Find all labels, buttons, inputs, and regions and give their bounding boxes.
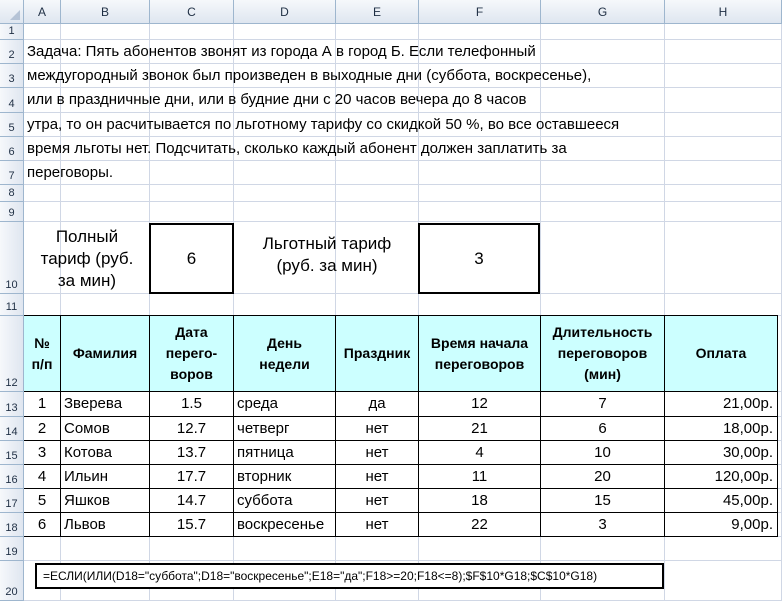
row-header-13[interactable]: 13: [0, 392, 24, 417]
formula-display-box[interactable]: =ЕСЛИ(ИЛИ(D18="суббота";D18="воскресенье";E18="да";F18>=20;F18<=8);$F$10*G18;$C$10*G18): [35, 563, 664, 589]
row-header-7[interactable]: 7: [0, 161, 24, 185]
table-header-line: (мин): [584, 366, 621, 382]
column-header-e[interactable]: E: [336, 0, 419, 24]
table-header-cell: [24, 316, 61, 392]
table-header-line: недели: [259, 355, 310, 372]
table-cell[interactable]: 4: [24, 465, 61, 489]
table-header-line: Праздник: [343, 345, 411, 361]
row-header-16[interactable]: 16: [0, 465, 24, 489]
table-cell[interactable]: среда: [234, 392, 336, 417]
table-cell[interactable]: Сомов: [61, 417, 150, 441]
table-cell[interactable]: 12: [419, 392, 541, 417]
table-cell[interactable]: воскресенье: [234, 513, 336, 537]
row-header-17[interactable]: 17: [0, 489, 24, 513]
table-header-text: [696, 343, 747, 364]
column-header-h[interactable]: H: [665, 0, 782, 24]
table-cell[interactable]: 15: [541, 489, 665, 513]
table-cell[interactable]: 12.7: [150, 417, 234, 441]
table-cell[interactable]: Зверева: [61, 392, 150, 417]
table-header-cell: [665, 316, 778, 392]
table-header-line: Фамилия: [72, 345, 138, 361]
table-cell[interactable]: 15.7: [150, 513, 234, 537]
row-header-12[interactable]: 12: [0, 316, 24, 392]
table-cell[interactable]: 17.7: [150, 465, 234, 489]
table-cell[interactable]: 7: [541, 392, 665, 417]
table-cell[interactable]: 4: [419, 441, 541, 465]
table-header-line: №: [34, 334, 50, 351]
table-cell[interactable]: 20: [541, 465, 665, 489]
row-header-11[interactable]: 11: [0, 294, 24, 316]
row-header-8[interactable]: 8: [0, 185, 24, 202]
table-header-line: Время начала: [430, 334, 529, 351]
row-header-4[interactable]: 4: [0, 88, 24, 113]
full-tariff-value-cell[interactable]: 6: [149, 223, 234, 294]
table-header-line: День: [266, 334, 302, 351]
table-cell[interactable]: 13.7: [150, 441, 234, 465]
table-header-text: [431, 333, 528, 375]
row-header-18[interactable]: 18: [0, 513, 24, 537]
table-cell[interactable]: 10: [541, 441, 665, 465]
table-cell[interactable]: Львов: [61, 513, 150, 537]
full-tariff-label: [26, 226, 148, 292]
task-text-line: время льготы нет. Подсчитать, сколько каждый абонент должен заплатить за: [27, 140, 567, 157]
table-cell[interactable]: Котова: [61, 441, 150, 465]
table-header-cell: [419, 316, 541, 392]
table-cell[interactable]: Яшков: [61, 489, 150, 513]
table-cell[interactable]: вторник: [234, 465, 336, 489]
row-header-5[interactable]: 5: [0, 113, 24, 137]
table-header-text: [553, 322, 653, 385]
row-header-19[interactable]: 19: [0, 537, 24, 561]
table-header-cell: [541, 316, 665, 392]
row-header-6[interactable]: 6: [0, 137, 24, 161]
table-cell[interactable]: 2: [24, 417, 61, 441]
row-header-3[interactable]: 3: [0, 64, 24, 88]
gridline-horizontal: [0, 560, 782, 561]
gridline-horizontal: [0, 136, 782, 137]
task-text-line: междугородный звонок был произведен в выходные дни (суббота, воскресенье),: [27, 67, 592, 84]
gridline-horizontal: [0, 63, 782, 64]
table-cell[interactable]: 45,00р.: [665, 489, 778, 513]
column-header-b[interactable]: B: [61, 0, 150, 24]
table-cell[interactable]: 1: [24, 392, 61, 417]
gridline-horizontal: [0, 160, 782, 161]
table-cell[interactable]: нет: [336, 513, 419, 537]
column-header-f[interactable]: F: [419, 0, 541, 24]
table-cell[interactable]: нет: [336, 441, 419, 465]
table-header-cell: [336, 316, 419, 392]
row-header-15[interactable]: 15: [0, 441, 24, 465]
column-header-a[interactable]: A: [24, 0, 61, 24]
table-cell[interactable]: 1.5: [150, 392, 234, 417]
gridline-horizontal: [0, 39, 782, 40]
table-header-text: [166, 322, 217, 385]
table-cell[interactable]: 22: [419, 513, 541, 537]
gridline-horizontal: [0, 184, 782, 185]
table-header-line: п/п: [31, 355, 53, 372]
row-header-14[interactable]: 14: [0, 417, 24, 441]
table-cell[interactable]: суббота: [234, 489, 336, 513]
discount-tariff-label-line: (руб. за мин): [276, 256, 378, 275]
table-cell[interactable]: 11: [419, 465, 541, 489]
table-header-text: [32, 333, 53, 375]
table-header-line: переговоров: [434, 355, 525, 372]
table-cell[interactable]: 21: [419, 417, 541, 441]
table-header-cell: [234, 316, 336, 392]
table-cell[interactable]: нет: [336, 417, 419, 441]
table-cell[interactable]: нет: [336, 465, 419, 489]
table-cell[interactable]: Ильин: [61, 465, 150, 489]
gridline-horizontal: [0, 221, 782, 222]
table-cell[interactable]: 14.7: [150, 489, 234, 513]
task-text-line: или в праздничные дни, или в будние дни с 20 часов вечера до 8 часов: [27, 91, 527, 108]
table-cell[interactable]: да: [336, 392, 419, 417]
table-cell[interactable]: 18: [419, 489, 541, 513]
table-cell[interactable]: 18,00р.: [665, 417, 778, 441]
table-cell[interactable]: 3: [24, 441, 61, 465]
table-header-cell: [61, 316, 150, 392]
table-cell[interactable]: четверг: [234, 417, 336, 441]
task-text-line: Задача: Пять абонентов звонят из города А в город Б. Если телефонный: [27, 43, 536, 60]
table-cell[interactable]: 3: [541, 513, 665, 537]
table-header-line: Дата: [175, 324, 208, 340]
table-cell[interactable]: 120,00р.: [665, 465, 778, 489]
table-header-text: [344, 343, 411, 364]
table-header-text: [73, 343, 137, 364]
column-header-c[interactable]: C: [150, 0, 234, 24]
full-tariff-label-line: за мин): [57, 271, 117, 290]
table-cell[interactable]: 30,00р.: [665, 441, 778, 465]
table-cell[interactable]: пятница: [234, 441, 336, 465]
table-header-line: Длительность: [552, 324, 653, 340]
discount-tariff-label-line: Льготный тариф: [262, 234, 392, 253]
gridline-horizontal: [0, 112, 782, 113]
table-cell[interactable]: 5: [24, 489, 61, 513]
table-header-line: перего-: [165, 345, 218, 361]
table-cell[interactable]: 9,00р.: [665, 513, 778, 537]
table-header-line: Оплата: [695, 345, 747, 361]
table-cell[interactable]: 6: [541, 417, 665, 441]
discount-tariff-label: [236, 233, 418, 277]
full-tariff-label-line: Полный: [55, 227, 119, 246]
task-text-line: утра, то он расчитывается по льготному тарифу со скидкой 50 %, во все оставшееся: [27, 116, 620, 133]
gridline-horizontal: [0, 87, 782, 88]
row-header-1[interactable]: 1: [0, 24, 24, 40]
discount-tariff-value-cell[interactable]: 3: [418, 223, 540, 294]
row-header-2[interactable]: 2: [0, 40, 24, 64]
table-cell[interactable]: 6: [24, 513, 61, 537]
task-text-line: переговоры.: [27, 164, 114, 181]
column-header-d[interactable]: D: [234, 0, 336, 24]
table-cell[interactable]: 21,00р.: [665, 392, 778, 417]
select-all-corner[interactable]: [0, 0, 24, 24]
row-header-20[interactable]: 20: [0, 561, 24, 601]
table-header-text: [259, 333, 309, 375]
full-tariff-label-line: тариф (руб.: [40, 249, 134, 268]
table-header-line: переговоров: [557, 345, 648, 361]
column-header-g[interactable]: G: [541, 0, 665, 24]
gridline-horizontal: [0, 293, 782, 294]
row-header-9[interactable]: 9: [0, 202, 24, 222]
table-header-line: воров: [170, 366, 213, 382]
table-cell[interactable]: нет: [336, 489, 419, 513]
gridline-horizontal: [0, 201, 782, 202]
table-header-cell: [150, 316, 234, 392]
row-header-10[interactable]: 10: [0, 222, 24, 294]
